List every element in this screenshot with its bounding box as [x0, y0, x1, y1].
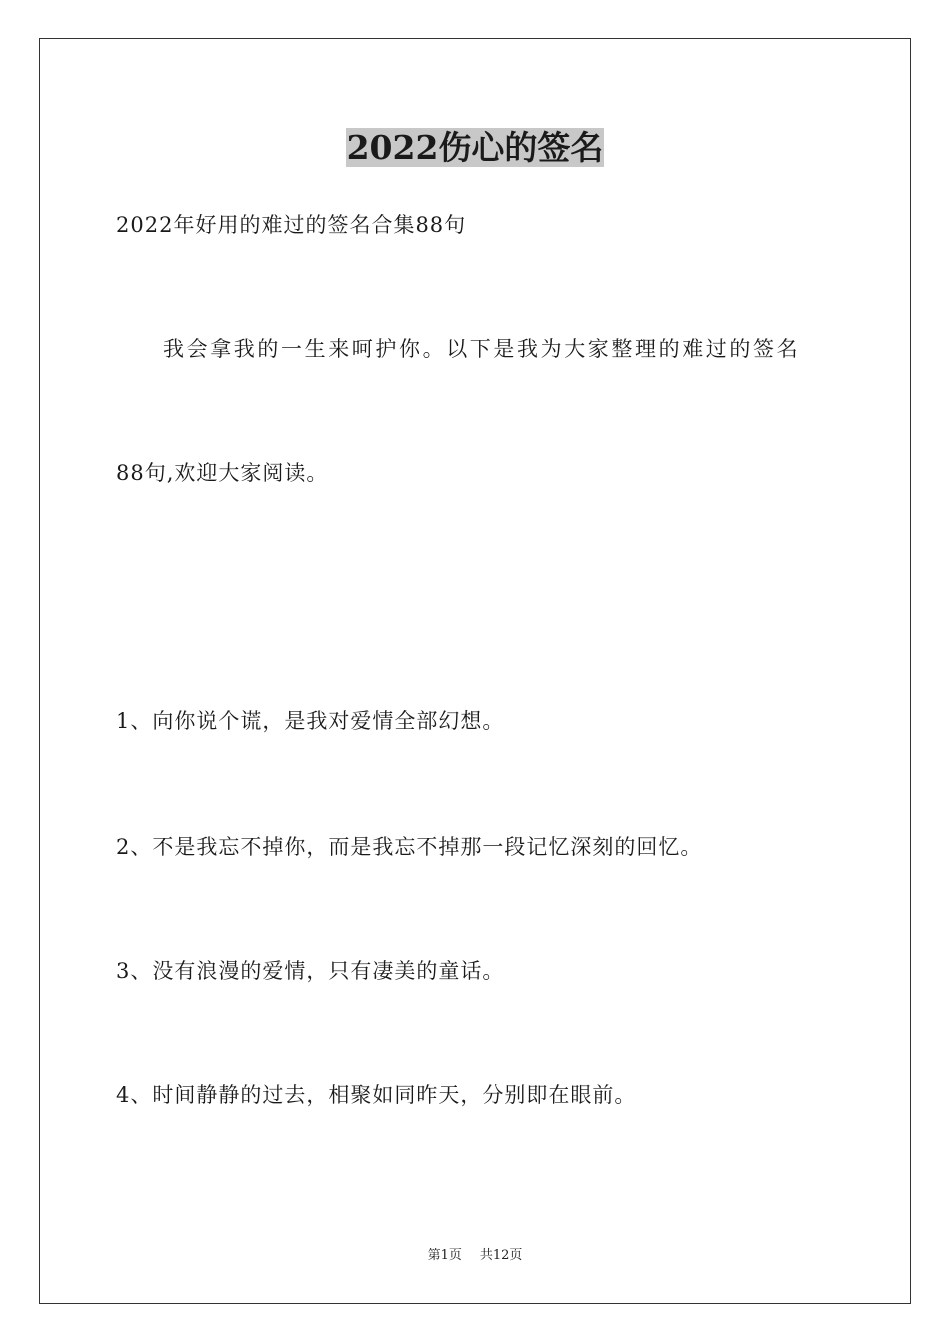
- document-title: [0, 126, 950, 170]
- document-title-text: 2022伤心的签名: [346, 128, 604, 167]
- list-item: 2、不是我忘不掉你，而是我忘不掉那一段记忆深刻的回忆。: [116, 835, 703, 859]
- intro-paragraph-line-2: 88句,欢迎大家阅读。: [116, 461, 329, 485]
- page-number-current: 第1页: [427, 1248, 462, 1263]
- list-item: 4、时间静静的过去，相聚如同昨天，分别即在眼前。: [116, 1083, 637, 1107]
- page-footer: [0, 1247, 950, 1265]
- document-subtitle: 2022年好用的难过的签名合集88句: [116, 213, 467, 237]
- list-item: 3、没有浪漫的爱情，只有凄美的童话。: [116, 959, 505, 983]
- page-number-total: 共12页: [479, 1248, 523, 1263]
- intro-paragraph-line-1: 我会拿我的一生来呵护你。以下是我为大家整理的难过的签名: [163, 337, 801, 361]
- list-item: 1、向你说个谎，是我对爱情全部幻想。: [116, 709, 505, 733]
